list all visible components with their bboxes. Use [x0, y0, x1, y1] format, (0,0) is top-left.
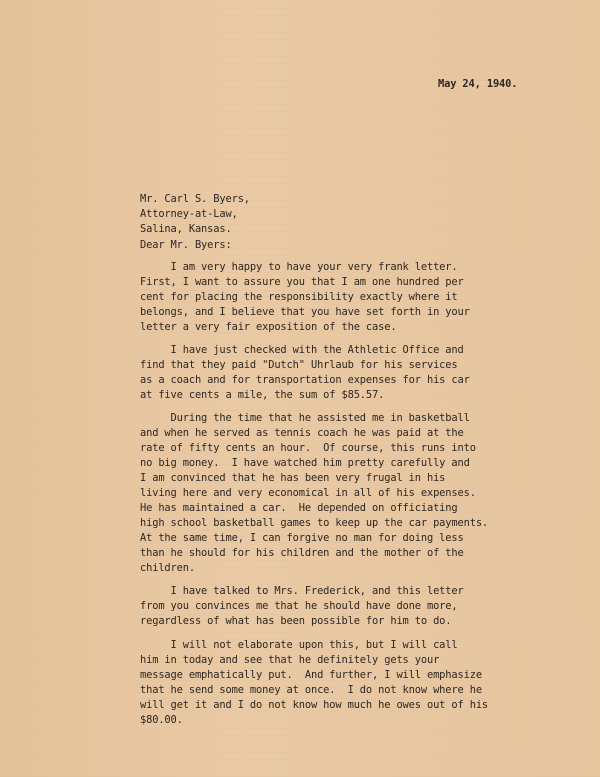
paragraph-5-line-1: I will not elaborate upon this, but I will call [140, 639, 458, 651]
paragraph-1-line-1: I am very happy to have your very frank letter. [140, 261, 458, 273]
paragraph-5-line-5: will get it and I do not know how much he owes out of his [140, 699, 489, 711]
paragraph-1-line-5: letter a very fair exposition of the case. [140, 321, 397, 333]
paragraph-1-line-3: cent for placing the responsibility exactly where it [140, 291, 458, 303]
paragraph-1-line-4: belongs, and I believe that you have set forth in your [140, 306, 470, 318]
paragraph-3-line-5: I am convinced that he has been very frugal in his [140, 472, 446, 484]
paragraph-4-line-2: from you convinces me that he should have done more, [140, 600, 458, 612]
paragraph-5-line-6: $80.00. [140, 714, 183, 726]
paragraph-3-line-8: high school basketball games to keep up the car payments. [140, 517, 489, 529]
paragraph-4-line-3: regardless of what has been possible for him to do. [140, 615, 452, 627]
paragraph-3-line-2: and when he served as tennis coach he was paid at the [140, 427, 464, 439]
paragraph-4-line-1: I have talked to Mrs. Frederick, and this letter [140, 585, 464, 597]
recipient-title: Attorney-at-Law, [140, 208, 238, 220]
paragraph-2-line-4: at five cents a mile, the sum of $85.57. [140, 389, 385, 401]
paragraph-3-line-9: At the same time, I can forgive no man for doing less [140, 532, 464, 544]
paragraph-3-line-6: living here and very economical in all of his expenses. [140, 487, 476, 499]
paragraph-3-line-7: He has maintained a car. He depended on officiating [140, 502, 458, 514]
paragraph-3-line-3: rate of fifty cents an hour. Of course, this runs into [140, 442, 476, 454]
paragraph-3-line-11: children. [140, 562, 195, 574]
paragraph-1-line-2: First, I want to assure you that I am one hundred per [140, 276, 464, 288]
letter-date: May 24, 1940. [438, 78, 518, 90]
paragraph-5-line-3: message emphatically put. And further, I will emphasize [140, 669, 482, 681]
paragraph-5-line-2: him in today and see that he definitely gets your [140, 654, 440, 666]
recipient-location: Salina, Kansas. [140, 223, 232, 235]
recipient-name: Mr. Carl S. Byers, [140, 193, 250, 205]
paragraph-2-line-3: as a coach and for transportation expenses for his car [140, 374, 470, 386]
paragraph-3-line-1: During the time that he assisted me in basketball [140, 412, 470, 424]
paragraph-2-line-2: find that they paid "Dutch" Uhrlaub for his services [140, 359, 458, 371]
paragraph-3-line-4: no big money. I have watched him pretty carefully and [140, 457, 470, 469]
paragraph-2-line-1: I have just checked with the Athletic Office and [140, 344, 464, 356]
paragraph-5-line-4: that he send some money at once. I do not know where he [140, 684, 482, 696]
paragraph-3-line-10: than he should for his children and the mother of the [140, 547, 464, 559]
salutation: Dear Mr. Byers: [140, 239, 232, 251]
